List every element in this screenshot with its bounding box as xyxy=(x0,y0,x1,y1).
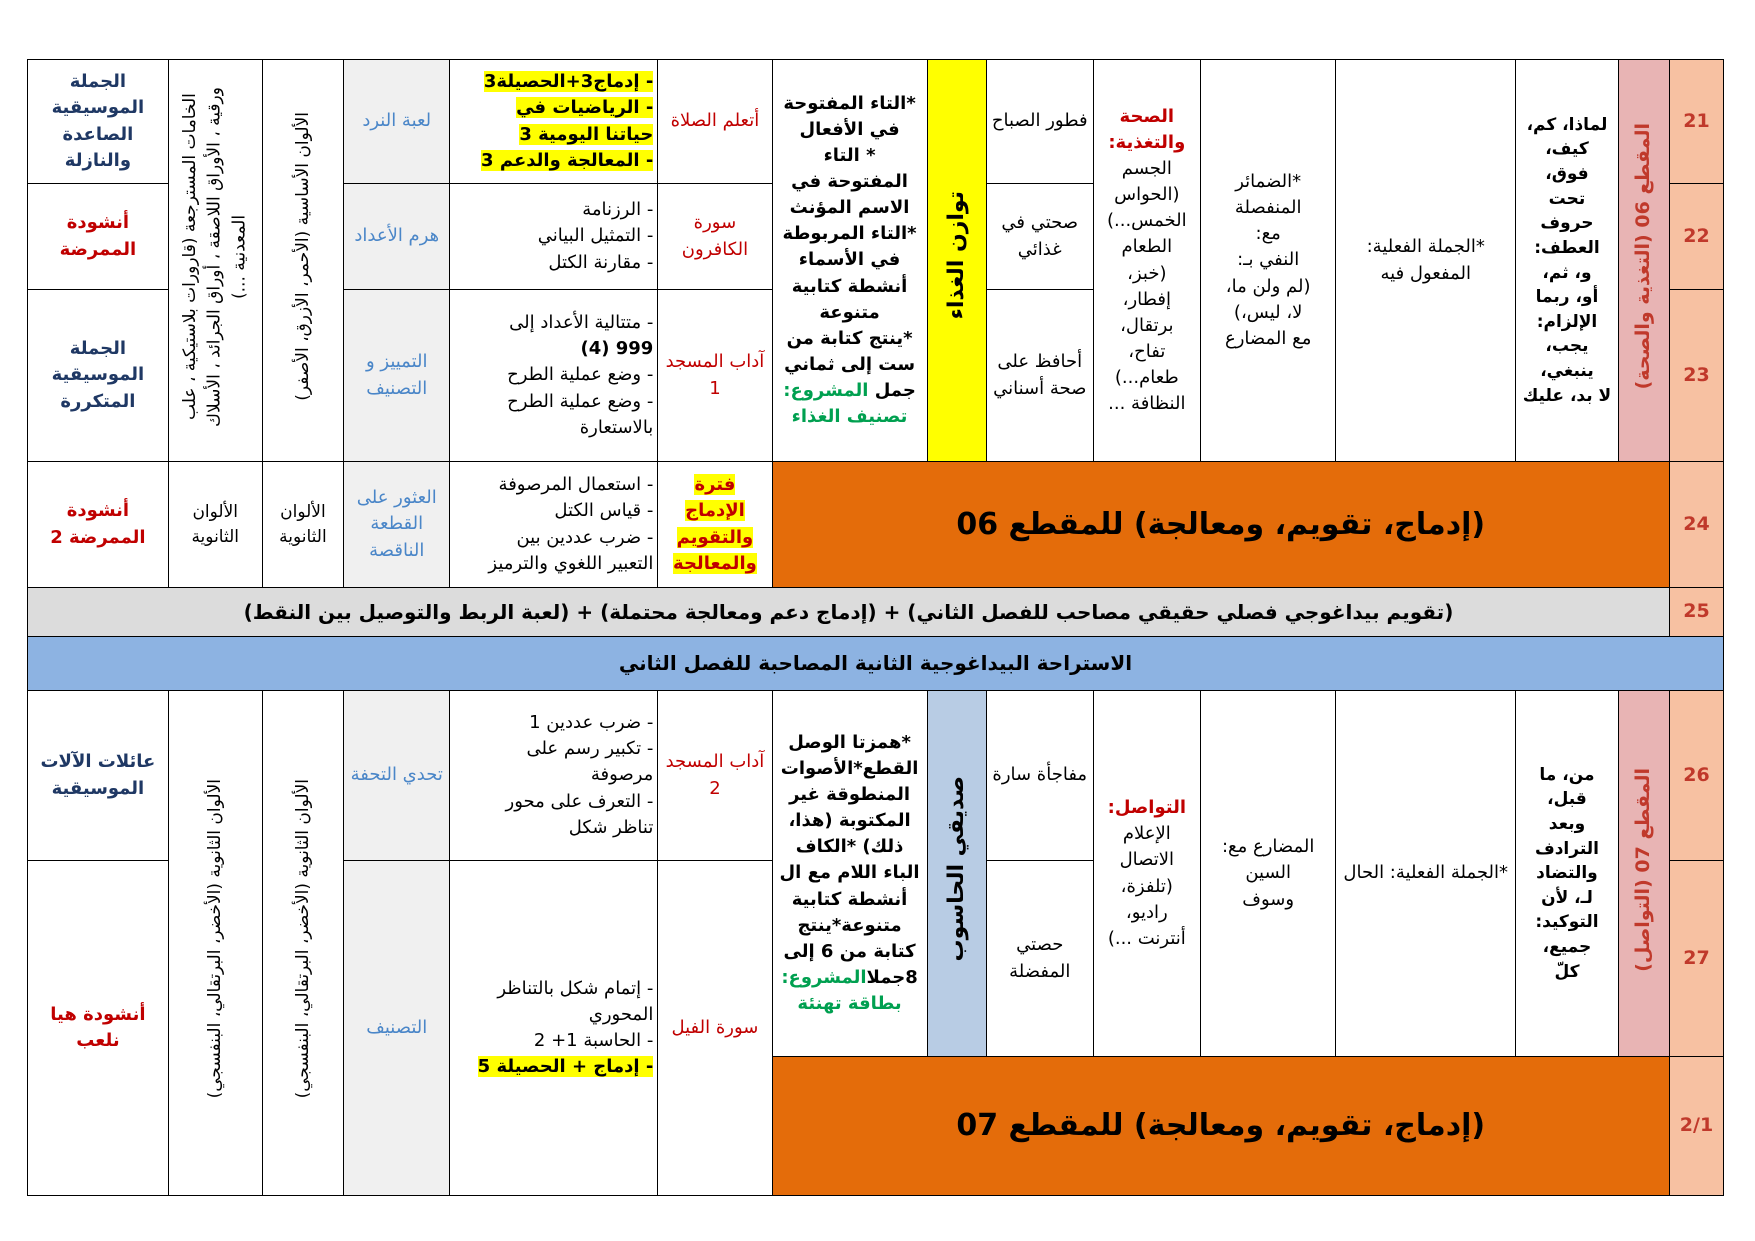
pronouns-cell: *الضمائر المنفصلة مع: النفي بـ: (لم ولن ما، لا، ليس،) مع المضارع xyxy=(1200,60,1336,462)
music-cell: الجملة الموسيقية المتكررة xyxy=(28,290,169,462)
grammar-cell: *الجملة الفعلية: المفعول فيه xyxy=(1336,60,1515,462)
music-cell: الجملة الموسيقية الصاعدة والنازلة xyxy=(28,60,169,184)
writing-cell: *التاء المفتوحة في الأفعال * التاء المفتوحة في الاسم المؤنث *التاء المربوطة في الأسماء أنشطة كتابية متنوعة *ينتج كتابة من ست إلى ثماني جمل المشروع: تصنيف الغذاء xyxy=(772,60,927,462)
theme-label: توازن الغذاء xyxy=(927,60,986,462)
game-cell: التمييز و التصنيف xyxy=(344,290,450,462)
math-cell: - ضرب عددين 1 - تكبير رسم على مرصوفة - التعرف على محور تناظر شكل xyxy=(450,691,658,861)
materials-cell: الخامات المسترجعة (قارورات بلاستيكية ، علب ورقية ، الأوراق اللاصقة ، أوراق الجرائد ، الأسلاك المعدنية ...) xyxy=(168,60,262,462)
game-cell: هرم الأعداد xyxy=(344,184,450,290)
math-cell: - استعمال المرصوفة - قياس الكتل - ضرب عددين بين التعبير اللغوي والترميز xyxy=(450,462,658,588)
week-number: 21 xyxy=(1669,60,1723,184)
vocab-cell: لماذا، كم، كيف، فوق، تحت حروف العطف: و، ثم، أو، ربما الإلزام: يجب، ينبغي، لا بد، عليك xyxy=(1515,60,1618,462)
vocab-cell: من، ما قبل، وبعد الترادف والتضاد لـ، لأن التوكيد: جميع، كلّ xyxy=(1515,691,1618,1057)
colors-cell: الألوان الأساسية (الأحمر، الأزرق، الأصفر) xyxy=(262,60,344,462)
game-cell: العثور على القطعة الناقصة xyxy=(344,462,450,588)
segment-07-banner: (إدماج، تقويم، ومعالجة) للمقطع 07 xyxy=(772,1057,1669,1196)
week-number: 26 xyxy=(1669,691,1723,861)
evaluation-row: (تقويم بيداغوجي فصلي حقيقي مصاحب للفصل الثاني) + (إدماج دعم ومعالجة محتملة) + (لعبة الربط والتوصيل بين النقط) xyxy=(28,588,1670,637)
week-number: 25 xyxy=(1669,588,1723,637)
week-number: 22 xyxy=(1669,184,1723,290)
materials-cell: الألوان الثانوية (الأخضر، البرتقالي، البنفسجي) xyxy=(168,691,262,1196)
theme-label: صديقي الحاسوب xyxy=(927,691,986,1057)
health-cell: الصحة والتغذية: الجسم (الحواس الخمس...) الطعام (خبز، إفطار، برتقال، تفاح، طعام...) النظافة ... xyxy=(1093,60,1200,462)
colors-cell: الألوان الثانوية (الأخضر، البرتقالي، البنفسجي) xyxy=(262,691,344,1196)
segment-label: المقطع 06 (التغذية والصحة) xyxy=(1618,60,1669,462)
islamic-lesson: سورة الكافرون xyxy=(658,184,772,290)
islamic-lesson: أتعلم الصلاة xyxy=(658,60,772,184)
text-title: أحافظ على صحة أسناني xyxy=(986,290,1093,462)
music-cell: أنشودة هيا نلعب xyxy=(28,861,169,1196)
curriculum-table xyxy=(27,59,1724,1196)
text-title: حصتي المفضلة xyxy=(986,861,1093,1057)
math-cell: - إدماج3+الحصيلة3 - الرياضيات في حياتنا اليومية 3 - المعالجة والدعم 3 xyxy=(450,60,658,184)
text-title: مفاجأة سارة xyxy=(986,691,1093,861)
week-number: 23 xyxy=(1669,290,1723,462)
pedagogical-break-row: الاستراحة البيداغوجية الثانية المصاحبة للفصل الثاني xyxy=(28,637,1724,691)
week-number: 27 xyxy=(1669,861,1723,1057)
segment-06-banner: (إدماج، تقويم، ومعالجة) للمقطع 06 xyxy=(772,462,1669,588)
math-cell: - متتالية الأعداد إلى 999 (4) - وضع عملية الطرح - وضع عملية الطرح بالاستعارة xyxy=(450,290,658,462)
islamic-lesson: فترة الإدماج والتقويم والمعالجة xyxy=(658,462,772,588)
game-cell: لعبة النرد xyxy=(344,60,450,184)
segment-label: المقطع 07 (التواصل) xyxy=(1618,691,1669,1057)
week-number: 24 xyxy=(1669,462,1723,588)
game-cell: التصنيف xyxy=(344,861,450,1196)
colors-cell: الألوان الثانوية xyxy=(262,462,344,588)
writing-cell: *همزتا الوصل القطع*الأصوات المنطوقة غير المكتوبة (هذا، ذلك) *الكاف الباء اللام مع ال أنشطة كتابية متنوعة*ينتج كتابة من 6 إلى 8جملاالمشروع: بطاقة تهنئة xyxy=(772,691,927,1057)
music-cell: أنشودة الممرضة xyxy=(28,184,169,290)
music-cell: عائلات الآلات الموسيقية xyxy=(28,691,169,861)
islamic-lesson: آداب المسجد 2 xyxy=(658,691,772,861)
text-title: فطور الصباح xyxy=(986,60,1093,184)
grammar-cell: *الجملة الفعلية: الحال xyxy=(1336,691,1515,1057)
math-cell: - الرزنامة - التمثيل البياني - مقارنة الكتل xyxy=(450,184,658,290)
communication-cell: التواصل: الإعلام الاتصال (تلفزة، راديو، أنترنت ...) xyxy=(1093,691,1200,1057)
week-number: 2/1 xyxy=(1669,1057,1723,1196)
pronouns-cell: المضارع مع: السين وسوف xyxy=(1200,691,1336,1057)
text-title: صحتي في غذائي xyxy=(986,184,1093,290)
math-cell: - إتمام شكل بالتناظر المحوري - الحاسبة 1+ 2 - إدماج + الحصيلة 5 xyxy=(450,861,658,1196)
islamic-lesson: آداب المسجد 1 xyxy=(658,290,772,462)
music-cell: أنشودة الممرضة 2 xyxy=(28,462,169,588)
game-cell: تحدي التحفة xyxy=(344,691,450,861)
islamic-lesson: سورة الفيل xyxy=(658,861,772,1196)
materials-cell: الألوان الثانوية xyxy=(168,462,262,588)
